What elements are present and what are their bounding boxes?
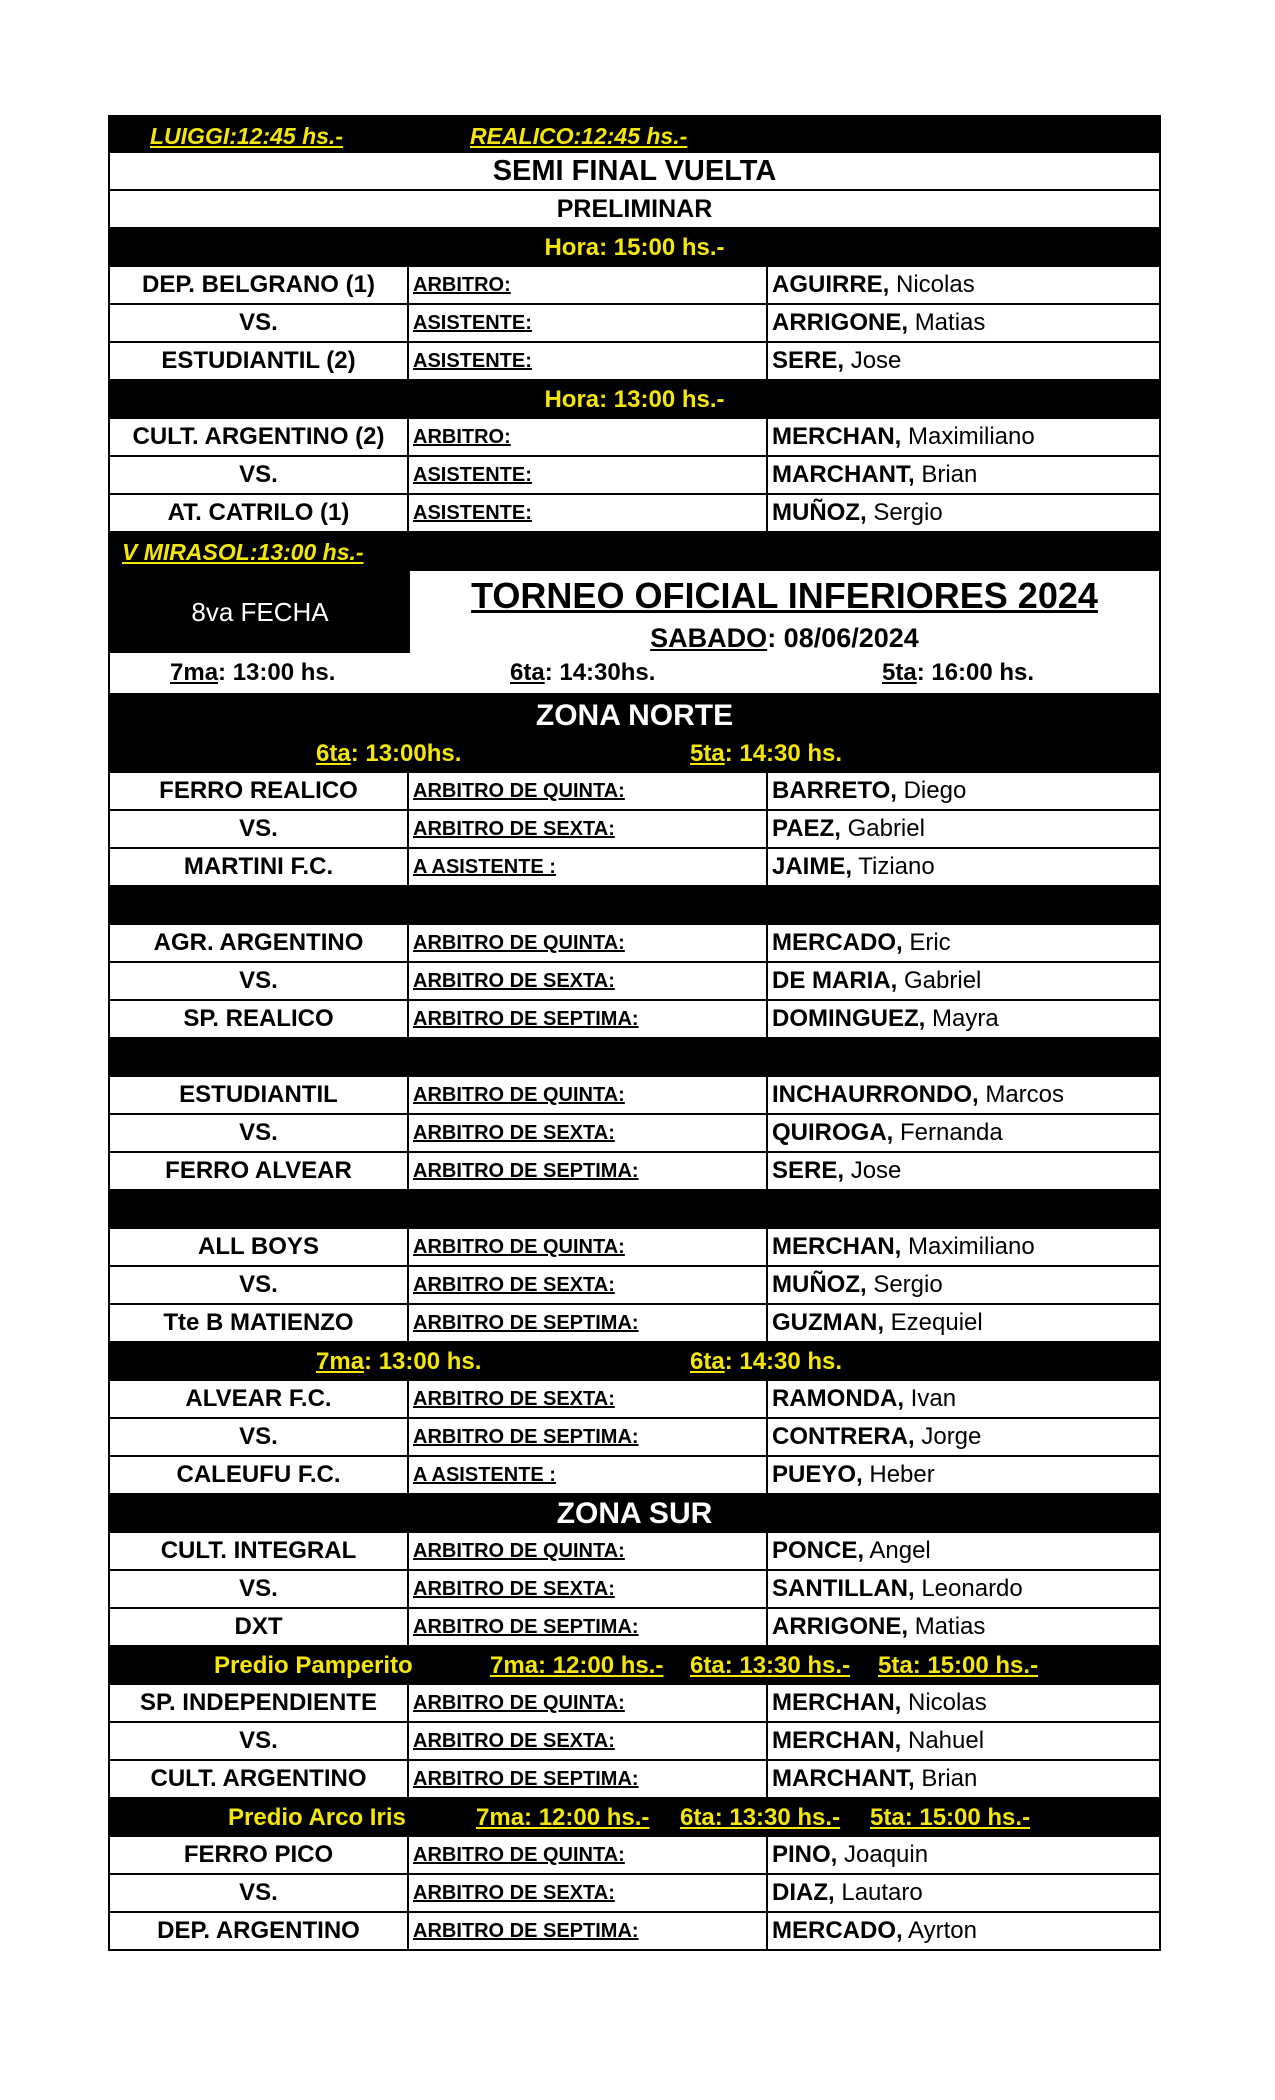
ref-name: DIAZ, Lautaro (772, 1879, 923, 1906)
fixture-sheet (108, 115, 1161, 1951)
ref-role: ARBITRO DE SEPTIMA: (409, 1001, 768, 1037)
zona-norte-title: ZONA NORTE (110, 693, 1159, 735)
ref-name: MUÑOZ, Sergio (772, 1271, 943, 1298)
ref-role: ARBITRO DE SEXTA: (409, 1267, 768, 1303)
home-team: FERRO PICO (110, 1837, 409, 1873)
table-row (110, 811, 1159, 849)
fecha-label: 8va FECHA (110, 571, 410, 653)
ref-name: MERCHAN, Maximiliano (772, 423, 1035, 450)
ref-name: SANTILLAN, Leonardo (772, 1575, 1023, 1602)
away-team: CALEUFU F.C. (110, 1457, 409, 1493)
ref-role: ARBITRO DE SEXTA: (409, 1115, 768, 1151)
ref-name: MERCADO, Ayrton (772, 1917, 977, 1944)
ref-role: ARBITRO DE SEXTA: (409, 1875, 768, 1911)
home-team: DEP. BELGRANO (1) (110, 267, 409, 303)
cat-6ta: 6ta: 14:30hs. (510, 659, 656, 686)
table-row (110, 1837, 1159, 1875)
cat-5ta: 5ta: 16:00 hs. (882, 659, 1035, 686)
table-row (110, 305, 1159, 343)
vs-label: VS. (110, 1267, 409, 1303)
away-team: FERRO ALVEAR (110, 1153, 409, 1189)
match-block (110, 1533, 1159, 1647)
semi-title: SEMI FINAL VUELTA (110, 153, 1159, 191)
home-team: CULT. INTEGRAL (110, 1533, 409, 1569)
away-team: MARTINI F.C. (110, 849, 409, 885)
away-team: DEP. ARGENTINO (110, 1913, 409, 1949)
ref-role: A ASISTENTE : (409, 1457, 768, 1493)
ref-name: MERCADO, Eric (772, 929, 951, 956)
ref-role: ARBITRO DE QUINTA: (409, 1837, 768, 1873)
vs-label: VS. (110, 1571, 409, 1607)
table-row (110, 495, 1159, 533)
ref-role: ARBITRO DE SEPTIMA: (409, 1913, 768, 1949)
table-row (110, 1571, 1159, 1609)
semi-sub: PRELIMINAR (110, 191, 1159, 229)
torneo-title: TORNEO OFICIAL INFERIORES 2024 (471, 575, 1098, 616)
ref-name: PUEYO, Heber (772, 1461, 935, 1488)
table-row (110, 1001, 1159, 1039)
table-row (110, 1381, 1159, 1419)
ref-name: PINO, Joaquin (772, 1841, 929, 1868)
ref-name: INCHAURRONDO, Marcos (772, 1081, 1065, 1108)
ref-role: ARBITRO DE SEXTA: (409, 1571, 768, 1607)
top-times-bar (110, 115, 1159, 153)
ref-role: ARBITRO DE SEPTIMA: (409, 1153, 768, 1189)
table-row (110, 1761, 1159, 1799)
table-row (110, 1913, 1159, 1951)
predio-pamperito: Predio Pamperito 7ma: 12:00 hs.- 6ta: 13:30 hs.- 5ta: 15:00 hs.- (110, 1647, 1159, 1685)
ref-role: ARBITRO DE QUINTA: (409, 1077, 768, 1113)
table-row (110, 343, 1159, 381)
separator-bar (110, 887, 1159, 925)
vs-label: VS. (110, 1115, 409, 1151)
ref-name: ARRIGONE, Matias (772, 1613, 986, 1640)
home-team: AGR. ARGENTINO (110, 925, 409, 961)
table-row (110, 1457, 1159, 1495)
ref-name: MERCHAN, Nahuel (772, 1727, 985, 1754)
ref-role: ASISTENTE: (409, 495, 768, 531)
ref-role: ASISTENTE: (409, 457, 768, 493)
ref-role: ARBITRO DE QUINTA: (409, 1685, 768, 1721)
table-row (110, 419, 1159, 457)
ref-name: MERCHAN, Maximiliano (772, 1233, 1035, 1260)
separator-bar (110, 1039, 1159, 1077)
ref-role: ARBITRO DE QUINTA: (409, 773, 768, 809)
ref-name: GUZMAN, Ezequiel (772, 1309, 983, 1336)
table-row (110, 1153, 1159, 1191)
table-row (110, 1229, 1159, 1267)
table-row (110, 1305, 1159, 1343)
table-row (110, 1685, 1159, 1723)
semi-hora-1: Hora: 15:00 hs.- (110, 229, 1159, 267)
match-block (110, 1381, 1159, 1495)
ref-name: MARCHANT, Brian (772, 461, 978, 488)
ref-name: MUÑOZ, Sergio (772, 499, 943, 526)
away-team: Tte B MATIENZO (110, 1305, 409, 1341)
ref-name: MERCHAN, Nicolas (772, 1689, 987, 1716)
ref-role: ARBITRO DE SEPTIMA: (409, 1305, 768, 1341)
ref-role: ARBITRO DE QUINTA: (409, 1229, 768, 1265)
home-team: ALL BOYS (110, 1229, 409, 1265)
ref-role: ARBITRO DE SEXTA: (409, 811, 768, 847)
table-row (110, 1419, 1159, 1457)
away-team: DXT (110, 1609, 409, 1645)
vs-label: VS. (110, 1419, 409, 1455)
luiggi-time: LUIGGI:12:45 hs.- (150, 123, 343, 149)
table-row (110, 925, 1159, 963)
ref-name: JAIME, Tiziano (772, 853, 935, 880)
home-team: CULT. ARGENTINO (2) (110, 419, 409, 455)
ref-role: ARBITRO DE QUINTA: (409, 925, 768, 961)
zona-norte-times-2: 7ma: 13:00 hs. 6ta: 14:30 hs. (110, 1343, 1159, 1381)
vs-label: VS. (110, 305, 409, 341)
ref-name: QUIROGA, Fernanda (772, 1119, 1003, 1146)
ref-name: AGUIRRE, Nicolas (772, 271, 975, 298)
table-row (110, 457, 1159, 495)
match-block (110, 1685, 1159, 1799)
ref-name: PAEZ, Gabriel (772, 815, 925, 842)
ref-role: ARBITRO DE SEXTA: (409, 1381, 768, 1417)
table-row (110, 963, 1159, 1001)
ref-name: BARRETO, Diego (772, 777, 967, 804)
away-team: ESTUDIANTIL (2) (110, 343, 409, 379)
vs-label: VS. (110, 457, 409, 493)
ref-name: CONTRERA, Jorge (772, 1423, 982, 1450)
ref-role: A ASISTENTE : (409, 849, 768, 885)
semi-hora-2: Hora: 13:00 hs.- (110, 381, 1159, 419)
home-team: FERRO REALICO (110, 773, 409, 809)
ref-role: ARBITRO DE SEPTIMA: (409, 1609, 768, 1645)
ref-role: ARBITRO: (409, 419, 768, 455)
table-row (110, 849, 1159, 887)
table-row (110, 267, 1159, 305)
ref-name: SERE, Jose (772, 347, 902, 374)
table-row (110, 1533, 1159, 1571)
home-team: ESTUDIANTIL (110, 1077, 409, 1113)
predio-arco-iris: Predio Arco Iris 7ma: 12:00 hs.- 6ta: 13:30 hs.- 5ta: 15:00 hs.- (110, 1799, 1159, 1837)
vs-label: VS. (110, 1875, 409, 1911)
ref-role: ASISTENTE: (409, 343, 768, 379)
ref-role: ARBITRO DE SEXTA: (409, 963, 768, 999)
zona-norte-times: 6ta: 13:00hs. 5ta: 14:30 hs. (110, 735, 1159, 773)
away-team: CULT. ARGENTINO (110, 1761, 409, 1797)
ref-name: MARCHANT, Brian (772, 1765, 978, 1792)
torneo-date: SABADO: 08/06/2024 (650, 623, 919, 653)
table-row (110, 1077, 1159, 1115)
home-team: ALVEAR F.C. (110, 1381, 409, 1417)
table-row (110, 1723, 1159, 1761)
ref-role: ARBITRO DE SEPTIMA: (409, 1419, 768, 1455)
ref-role: ARBITRO: (409, 267, 768, 303)
table-row (110, 773, 1159, 811)
ref-role: ASISTENTE: (409, 305, 768, 341)
table-row (110, 1609, 1159, 1647)
away-team: SP. REALICO (110, 1001, 409, 1037)
ref-name: PONCE, Angel (772, 1537, 931, 1564)
ref-name: DOMINGUEZ, Mayra (772, 1005, 999, 1032)
ref-role: ARBITRO DE SEXTA: (409, 1723, 768, 1759)
vs-label: VS. (110, 811, 409, 847)
realico-time: REALICO:12:45 hs.- (470, 123, 688, 149)
ref-name: ARRIGONE, Matias (772, 309, 986, 336)
table-row (110, 1267, 1159, 1305)
vs-label: VS. (110, 963, 409, 999)
vs-label: VS. (110, 1723, 409, 1759)
home-team: SP. INDEPENDIENTE (110, 1685, 409, 1721)
torneo-header (110, 571, 1159, 693)
cat-7ma: 7ma: 13:00 hs. (170, 659, 336, 686)
ref-name: SERE, Jose (772, 1157, 902, 1184)
table-row (110, 1115, 1159, 1153)
ref-name: RAMONDA, Ivan (772, 1385, 957, 1412)
table-row (110, 1875, 1159, 1913)
away-team: AT. CATRILO (1) (110, 495, 409, 531)
mirasol-bar: V MIRASOL:13:00 hs.- (110, 533, 1159, 571)
zona-sur-title: ZONA SUR (110, 1495, 1159, 1533)
ref-role: ARBITRO DE QUINTA: (409, 1533, 768, 1569)
ref-role: ARBITRO DE SEPTIMA: (409, 1761, 768, 1797)
ref-name: DE MARIA, Gabriel (772, 967, 982, 994)
match-block (110, 1837, 1159, 1951)
separator-bar (110, 1191, 1159, 1229)
